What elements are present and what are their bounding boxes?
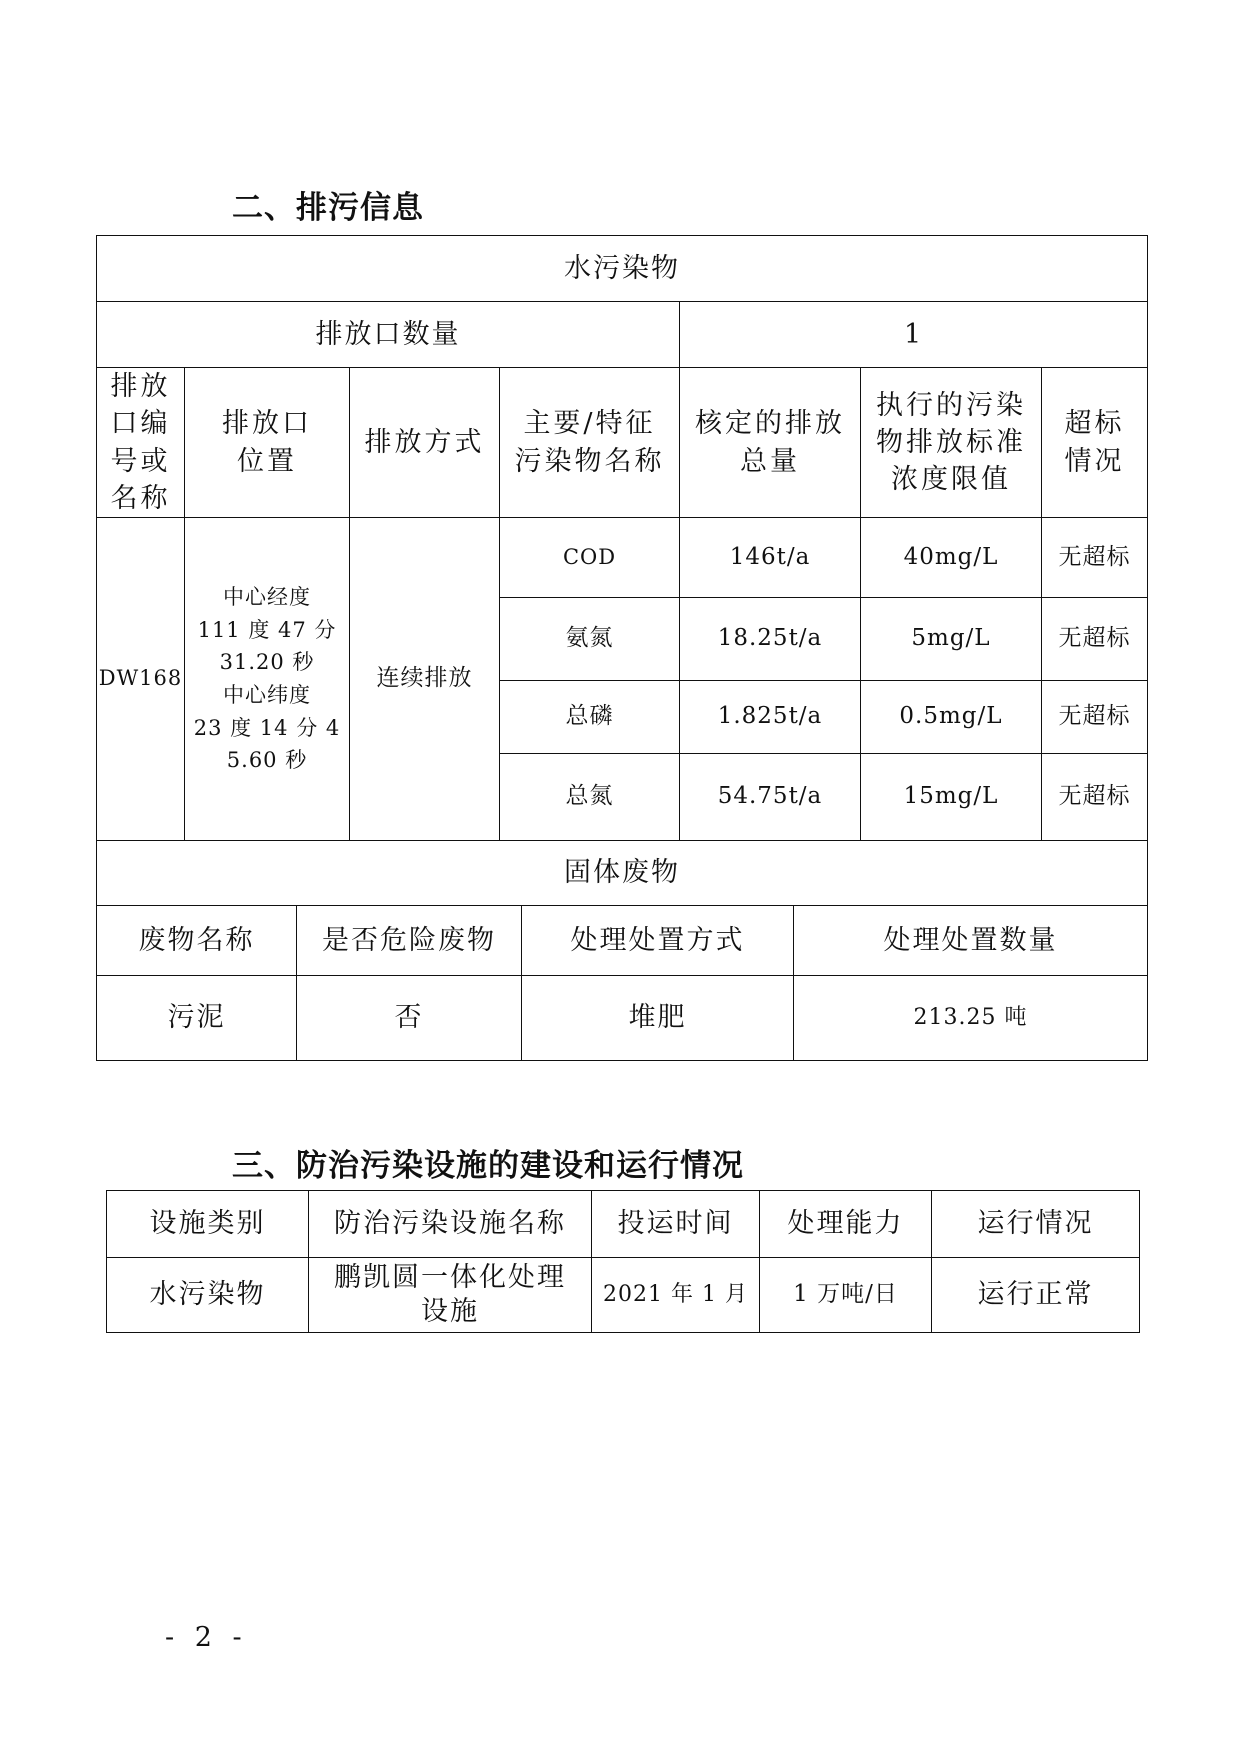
outlet-count-value: 1 bbox=[680, 302, 1148, 368]
outlet-location: 中心经度 111 度 47 分 31.20 秒 中心纬度 23 度 14 分 4 5.60 秒 bbox=[185, 518, 350, 841]
approved-total: 54.75t/a bbox=[680, 754, 861, 841]
exceed-status: 无超标 bbox=[1042, 598, 1148, 681]
section-3-heading: 三、防治污染设施的建设和运行情况 bbox=[232, 1148, 744, 1184]
exceed-status: 无超标 bbox=[1042, 681, 1148, 754]
approved-total: 1.825t/a bbox=[680, 681, 861, 754]
outlet-count-label: 排放口数量 bbox=[97, 302, 680, 368]
pollutant-name: 总氮 bbox=[500, 754, 680, 841]
col-emission-limit: 执行的污染物排放标准浓度限值 bbox=[861, 368, 1042, 518]
disposal-method: 堆肥 bbox=[522, 976, 794, 1061]
pollutant-name: 氨氮 bbox=[500, 598, 680, 681]
operation-status: 运行正常 bbox=[932, 1258, 1140, 1333]
col-discharge-method: 排放方式 bbox=[350, 368, 500, 518]
discharge-method: 连续排放 bbox=[350, 518, 500, 841]
col-start-time: 投运时间 bbox=[592, 1191, 760, 1258]
col-facility-type: 设施类别 bbox=[107, 1191, 309, 1258]
col-operation-status: 运行情况 bbox=[932, 1191, 1140, 1258]
hazardous: 否 bbox=[297, 976, 522, 1061]
water-pollutant-table bbox=[96, 235, 1148, 906]
page-number: - 2 - bbox=[165, 1622, 248, 1653]
emission-limit: 5mg/L bbox=[861, 598, 1042, 681]
facility-type: 水污染物 bbox=[107, 1258, 309, 1333]
col-facility-name: 防治污染设施名称 bbox=[309, 1191, 592, 1258]
exceed-status: 无超标 bbox=[1042, 754, 1148, 841]
outlet-id: DW168 bbox=[97, 518, 185, 841]
col-exceed-status: 超标情况 bbox=[1042, 368, 1148, 518]
facilities-table bbox=[106, 1190, 1140, 1333]
col-approved-total: 核定的排放总量 bbox=[680, 368, 861, 518]
col-capacity: 处理能力 bbox=[760, 1191, 932, 1258]
emission-limit: 15mg/L bbox=[861, 754, 1042, 841]
capacity: 1 万吨/日 bbox=[760, 1258, 932, 1333]
col-waste-name: 废物名称 bbox=[97, 906, 297, 976]
facility-name: 鹏凯圆一体化处理设施 bbox=[309, 1258, 592, 1333]
solid-waste-header: 固体废物 bbox=[97, 841, 1148, 906]
emission-limit: 0.5mg/L bbox=[861, 681, 1042, 754]
col-disposal-amount: 处理处置数量 bbox=[794, 906, 1148, 976]
approved-total: 18.25t/a bbox=[680, 598, 861, 681]
section-2-heading: 二、排污信息 bbox=[232, 190, 424, 226]
emission-limit: 40mg/L bbox=[861, 518, 1042, 598]
approved-total: 146t/a bbox=[680, 518, 861, 598]
col-disposal-method: 处理处置方式 bbox=[522, 906, 794, 976]
exceed-status: 无超标 bbox=[1042, 518, 1148, 598]
waste-name: 污泥 bbox=[97, 976, 297, 1061]
start-time: 2021 年 1 月 bbox=[592, 1258, 760, 1333]
disposal-amount: 213.25 吨 bbox=[794, 976, 1148, 1061]
col-pollutant-name: 主要/特征污染物名称 bbox=[500, 368, 680, 518]
solid-waste-table bbox=[96, 905, 1148, 1061]
col-hazardous: 是否危险废物 bbox=[297, 906, 522, 976]
col-outlet-location: 排放口位置 bbox=[185, 368, 350, 518]
water-pollutant-header: 水污染物 bbox=[97, 236, 1148, 302]
pollutant-name: COD bbox=[500, 518, 680, 598]
pollutant-name: 总磷 bbox=[500, 681, 680, 754]
col-outlet-id: 排放口编号或名称 bbox=[97, 368, 185, 518]
